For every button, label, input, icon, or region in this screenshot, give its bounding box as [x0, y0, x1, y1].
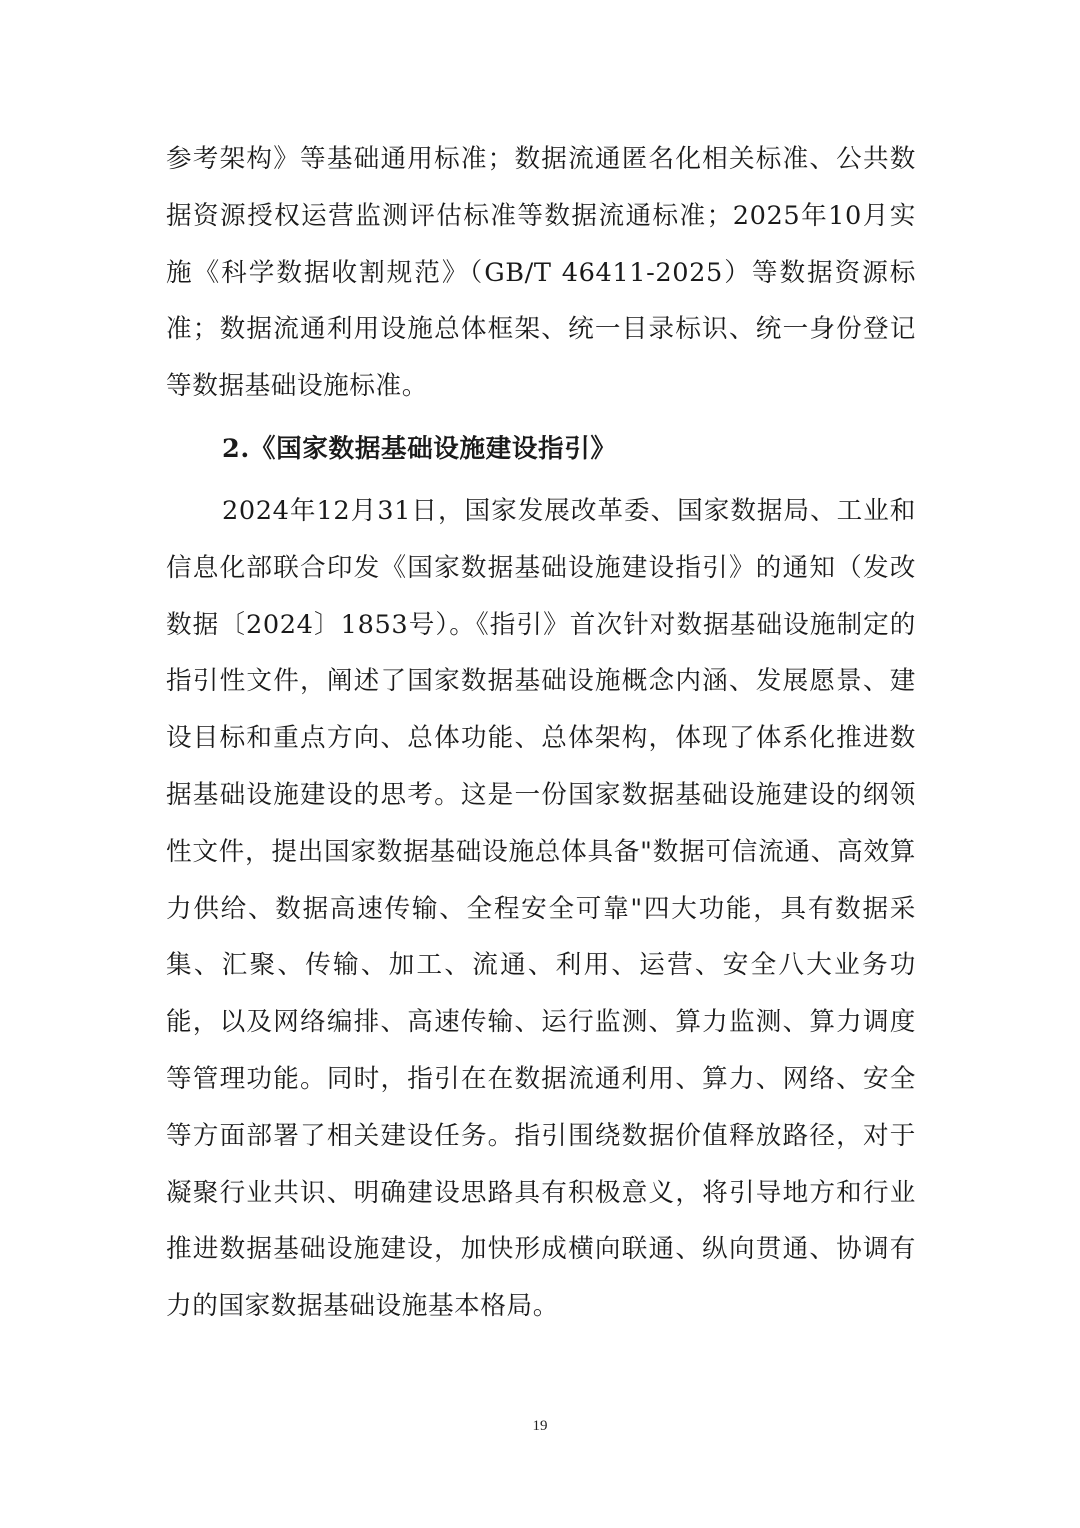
- section-heading: 2.《国家数据基础设施建设指引》: [222, 433, 617, 464]
- body-paragraph: 2024年12月31日，国家发展改革委、国家数据局、工业和信息化部联合印发《国家数据基础设施建设指引》的通知（发改数据〔2024〕1853号）。《指引》首次针对数据基础设施制定的指引性文件，阐述了国家数据基础设施概念内涵、发展愿景、建设目标和重点方向、总体功能、总体架构，体现了体系化推进数据基础设施建设的思考。这是一份国家数据基础设施建设的纲领性文件，提出国家数据基础设施总体具备"数据可信流通、高效算力供给、数据高速传输、全程安全可靠"四大功能，具有数据采集、汇聚、传输、加工、流通、利用、运营、安全八大业务功能，以及网络编排、高速传输、运行监测、算力监测、算力调度等管理功能。同时，指引在在数据流通利用、算力、网络、安全等方面部署了相关建设任务。指引围绕数据价值释放路径，对于凝聚行业共识、明确建设思路具有积极意义，将引导地方和行业推进数据基础设施建设，加快形成横向联通、纵向贯通、协调有力的国家数据基础设施基本格局。: [166, 495, 916, 1322]
- body-paragraph-continued: 参考架构》等基础通用标准；数据流通匿名化相关标准、公共数据资源授权运营监测评估标准等数据流通标准；2025年10月实施《科学数据收割规范》（GB/T 46411-2025）等数据资源标准；数据流通利用设施总体框架、统一目录标识、统一身份登记等数据基础设施标准。: [166, 144, 916, 402]
- page-number: 19: [532, 1418, 548, 1434]
- page-content: [166, 131, 916, 1335]
